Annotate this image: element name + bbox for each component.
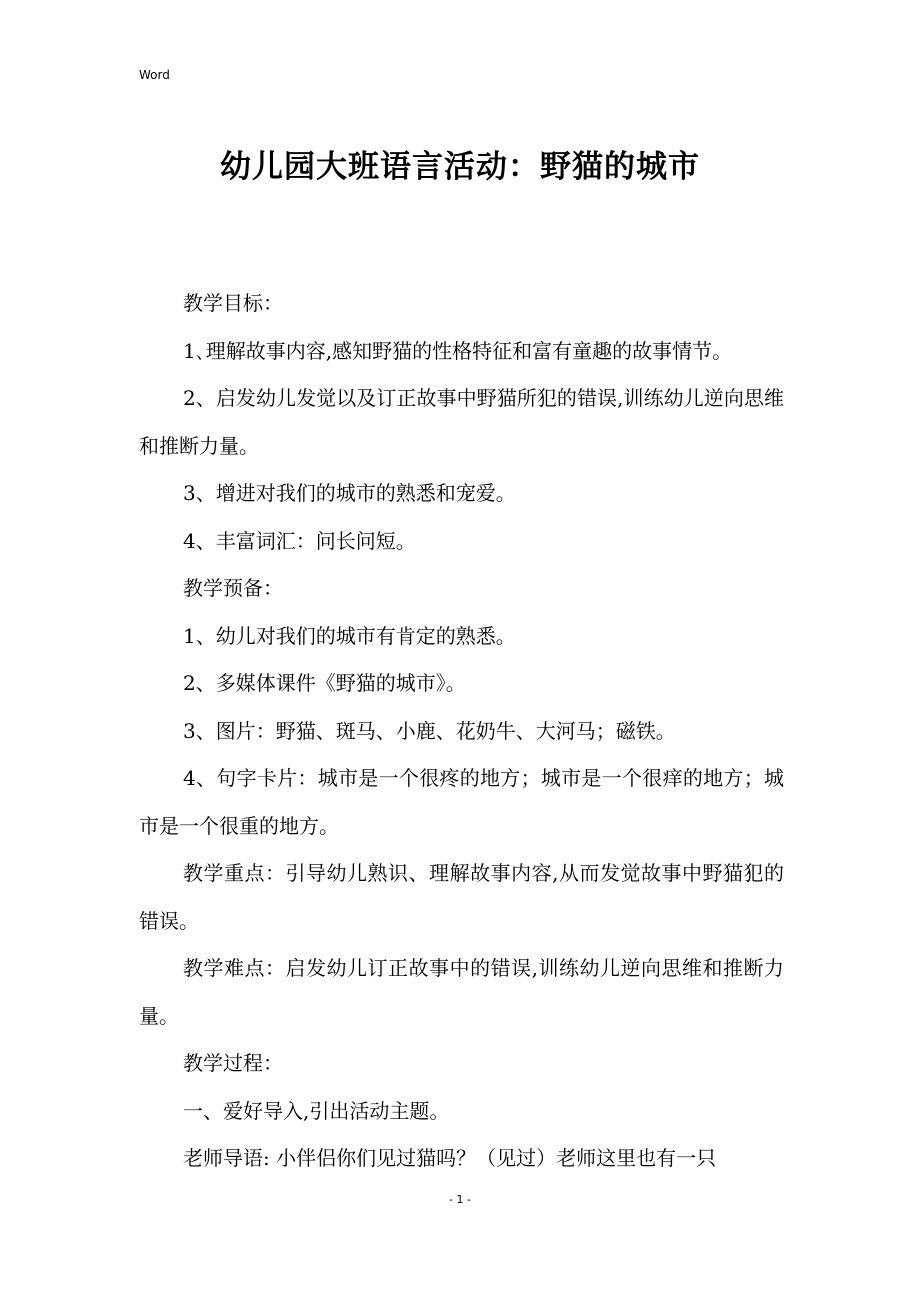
paragraph: 2、多媒体课件《野猫的城市》。 (183, 671, 466, 695)
paragraph: 3、增进对我们的城市的熟悉和宠爱。 (183, 481, 516, 505)
paragraph: 4、句字卡片：城市是一个很疼的地方；城市是一个很痒的地方；城市是一个很重的地方。 (139, 766, 784, 838)
paragraph: 3、图片：野猫、斑马、小鹿、花奶牛、大河马；磁铁。 (183, 718, 676, 743)
page-number: - 1 - (449, 1193, 471, 1206)
paragraph: 教学过程： (183, 1051, 283, 1075)
paragraph: 教学重点：引导幼儿熟识、理解故事内容,从而发觉故事中野猫犯的错误。 (139, 861, 784, 933)
paragraph: 2、启发幼儿发觉以及订正故事中野猫所犯的错误,训练幼儿逆向思维和推断力量。 (139, 386, 784, 458)
paragraph: 教学预备： (183, 576, 283, 600)
document-title: 幼儿园大班语言活动：野猫的城市 (220, 149, 700, 185)
paragraph: 教学目标： (183, 291, 283, 315)
paragraph: 1、幼儿对我们的城市有肯定的熟悉。 (183, 623, 516, 648)
paragraph: 教学难点：启发幼儿订正故事中的错误,训练幼儿逆向思维和推断力量。 (139, 956, 784, 1028)
document-body (139, 280, 784, 1183)
paragraph: 1､理解故事内容,感知野猫的性格特征和富有童趣的故事情节。 (183, 338, 733, 363)
paragraph: 老师导语: 小伴侣你们见过猫吗？（见过）老师这里也有一只 (183, 1146, 717, 1170)
paragraph: 一、爱好导入,引出活动主题。 (183, 1098, 450, 1123)
paragraph: 4、丰富词汇：问长问短。 (183, 528, 416, 553)
document-header-label: Word (139, 68, 170, 82)
